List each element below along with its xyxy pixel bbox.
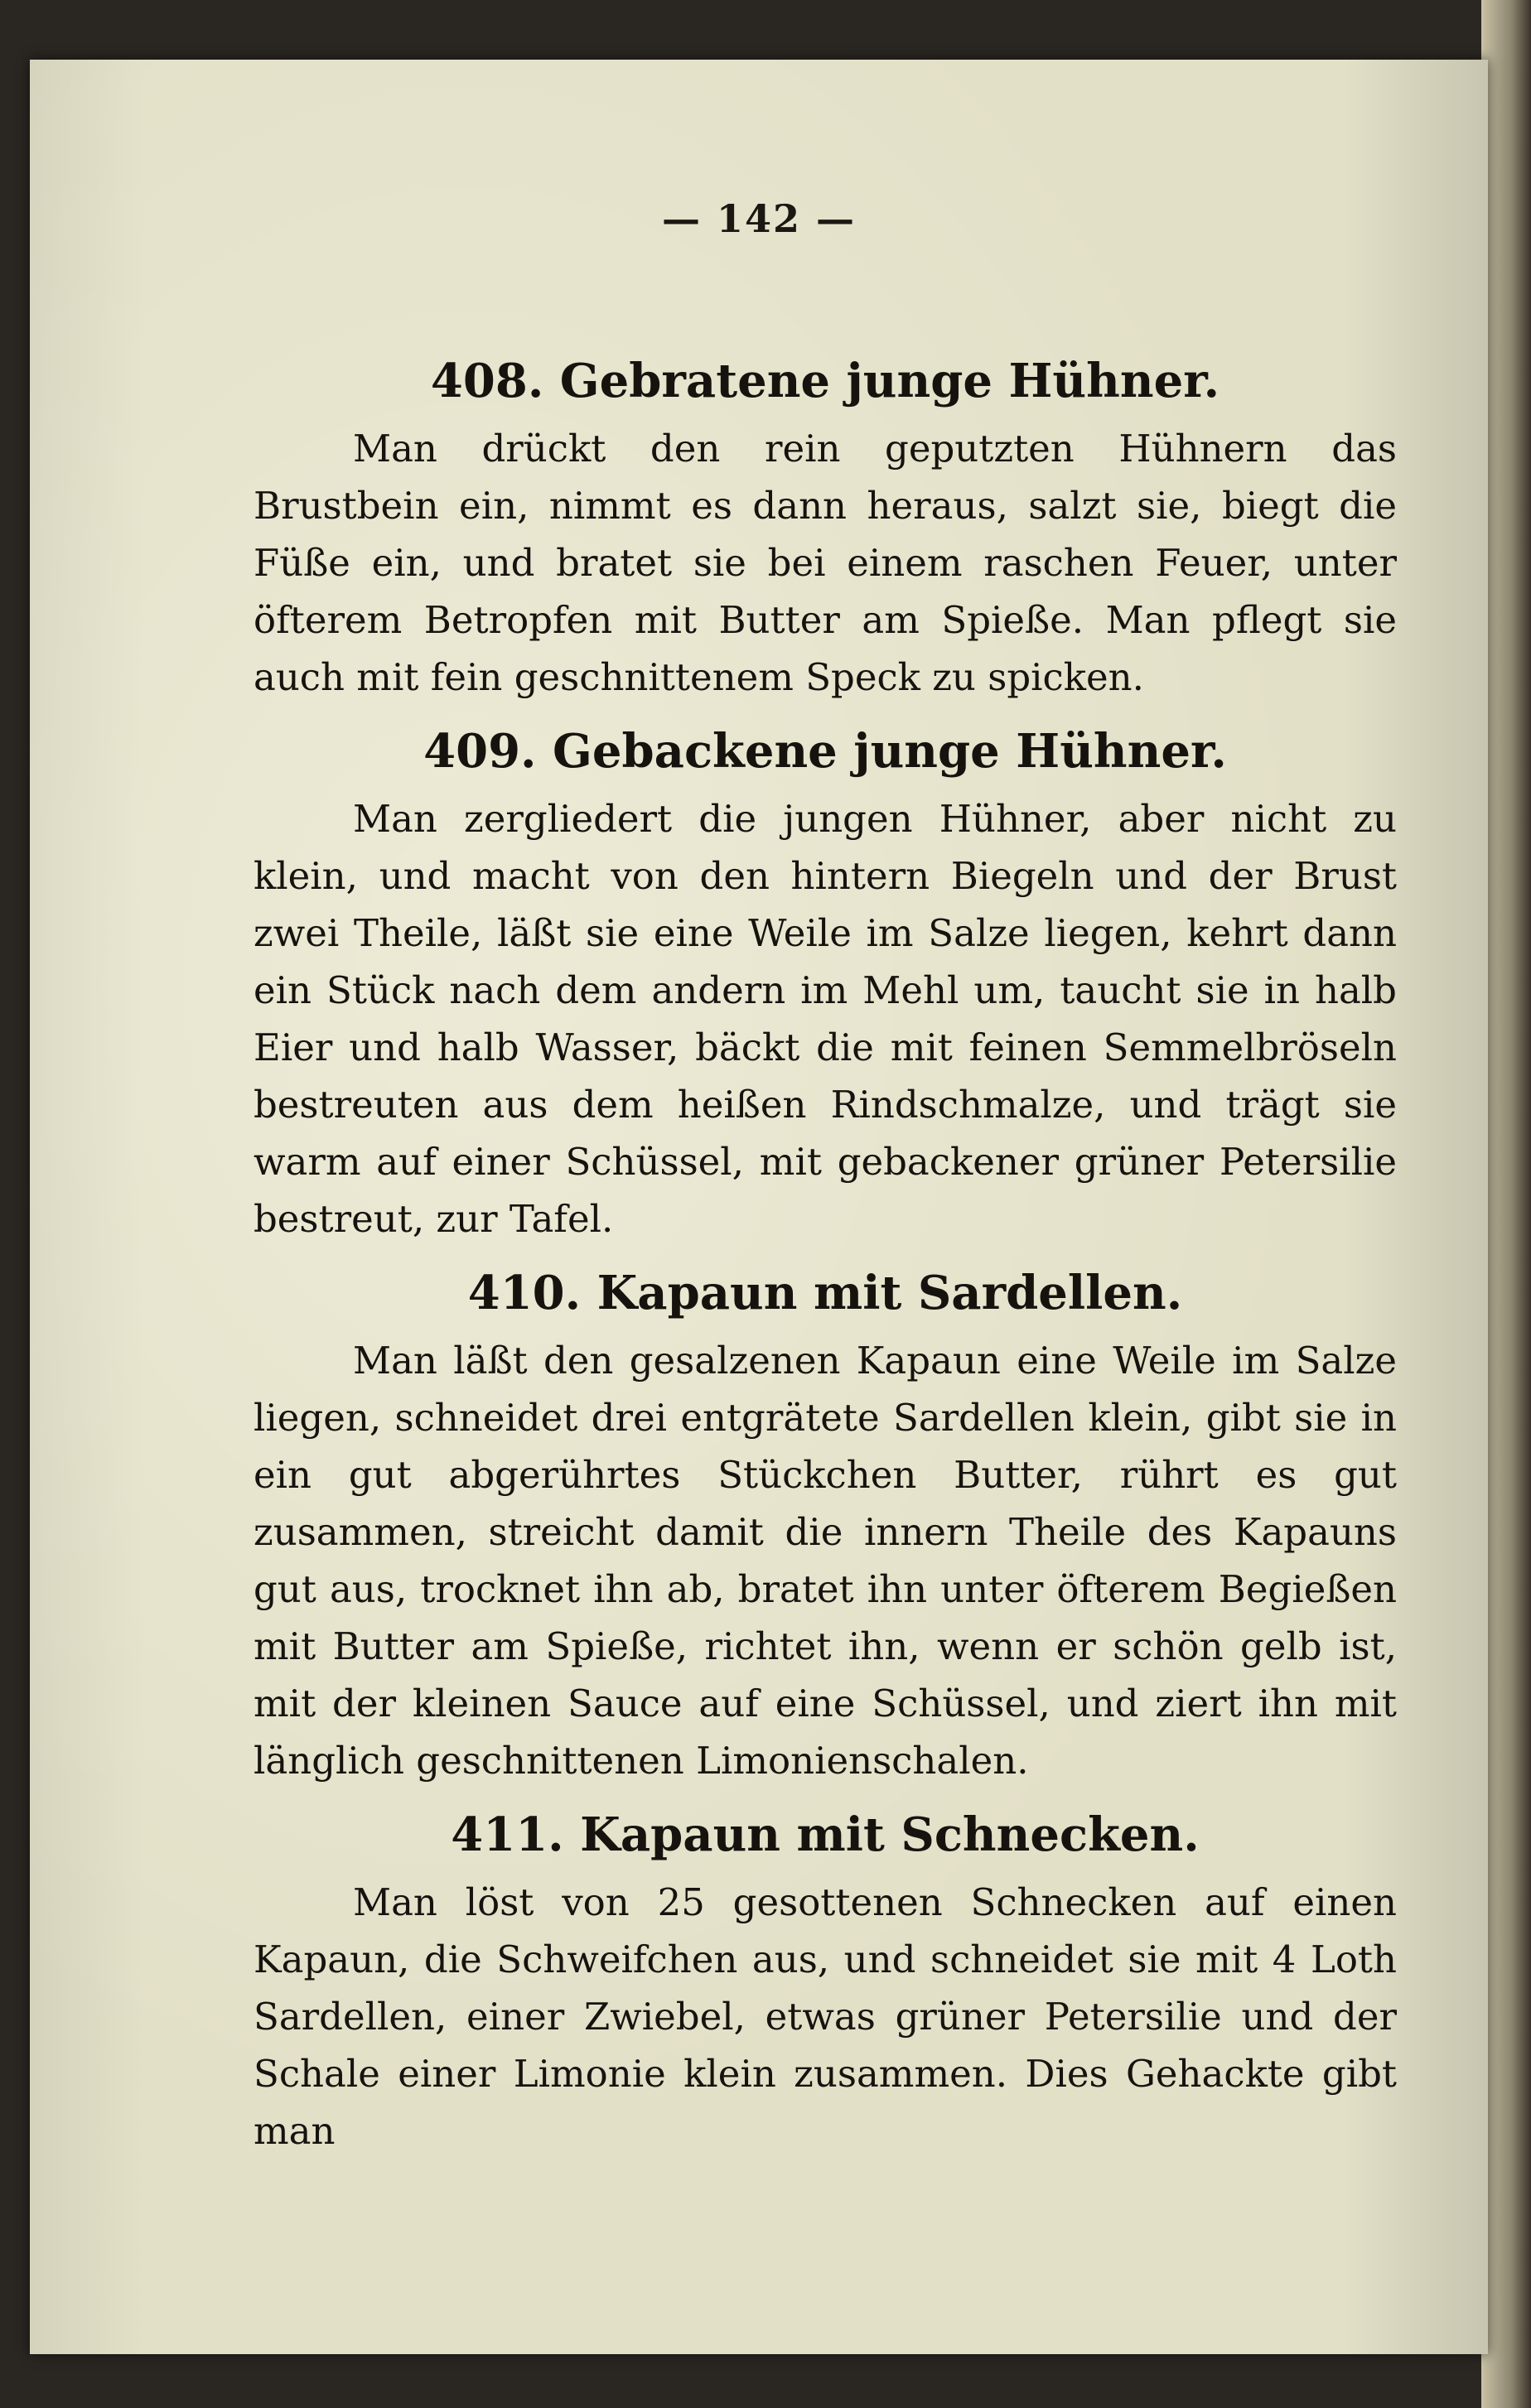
recipe-title: 409. Gebackene junge Hühner.	[423, 724, 1227, 779]
page-number: — 142 —	[661, 196, 857, 241]
recipe-text: Man löst von 25 gesottenen Schnecken auf einen Kapaun, die Schweifchen aus, und schneidet sie mit 4 Loth Sardellen, einer Zwiebel, etwas grüner Petersilie und der Schale einer Limonie klein zusammen. Dies Gehackte gibt man	[254, 1880, 1397, 2153]
book-spine	[1481, 0, 1531, 2408]
recipe-411	[254, 1807, 1397, 2159]
recipe-list	[254, 354, 1397, 2178]
recipe-text: Man zergliedert die jungen Hühner, aber nicht zu klein, und macht von den hintern Biegeln und der Brust zwei Theile, läßt sie eine Weile im Salze liegen, kehrt dann ein Stück nach dem andern im Mehl um, taucht sie in halb Eier und halb Wasser, bäckt die mit feinen Semmelbröseln bestreuten aus dem heißen Rindschmalze, und trägt sie warm auf einer Schüssel, mit gebackener grüner Petersilie bestreut, zur Tafel.	[254, 797, 1397, 1241]
recipe-text: Man drückt den rein geputzten Hühnern das Brustbein ein, nimmt es dann heraus, salzt sie, biegt die Füße ein, und bratet sie bei einem raschen Feuer, unter öfterem Betropfen mit Butter am Spieße. Man pflegt sie auch mit fein geschnittenem Speck zu spicken.	[254, 427, 1397, 699]
recipe-409	[254, 724, 1397, 1247]
recipe-title: 408. Gebratene junge Hühner.	[430, 354, 1220, 408]
book-page	[30, 60, 1488, 2354]
recipe-text: Man läßt den gesalzenen Kapaun eine Weile im Salze liegen, schneidet drei entgrätete Sardellen klein, gibt sie in ein gut abgerührtes Stückchen Butter, rührt es gut zusammen, streicht damit die innern Theile des Kapauns gut aus, trocknet ihn ab, bratet ihn unter öfterem Begießen mit Butter am Spieße, richtet ihn, wenn er schön gelb ist, mit der kleinen Sauce auf eine Schüssel, und ziert ihn mit länglich geschnittenen Limonienschalen.	[254, 1339, 1397, 1783]
recipe-410	[254, 1266, 1397, 1789]
recipe-title: 410. Kapaun mit Sardellen.	[467, 1266, 1183, 1320]
recipe-title: 411. Kapaun mit Schnecken.	[451, 1807, 1200, 1862]
recipe-408	[254, 354, 1397, 706]
